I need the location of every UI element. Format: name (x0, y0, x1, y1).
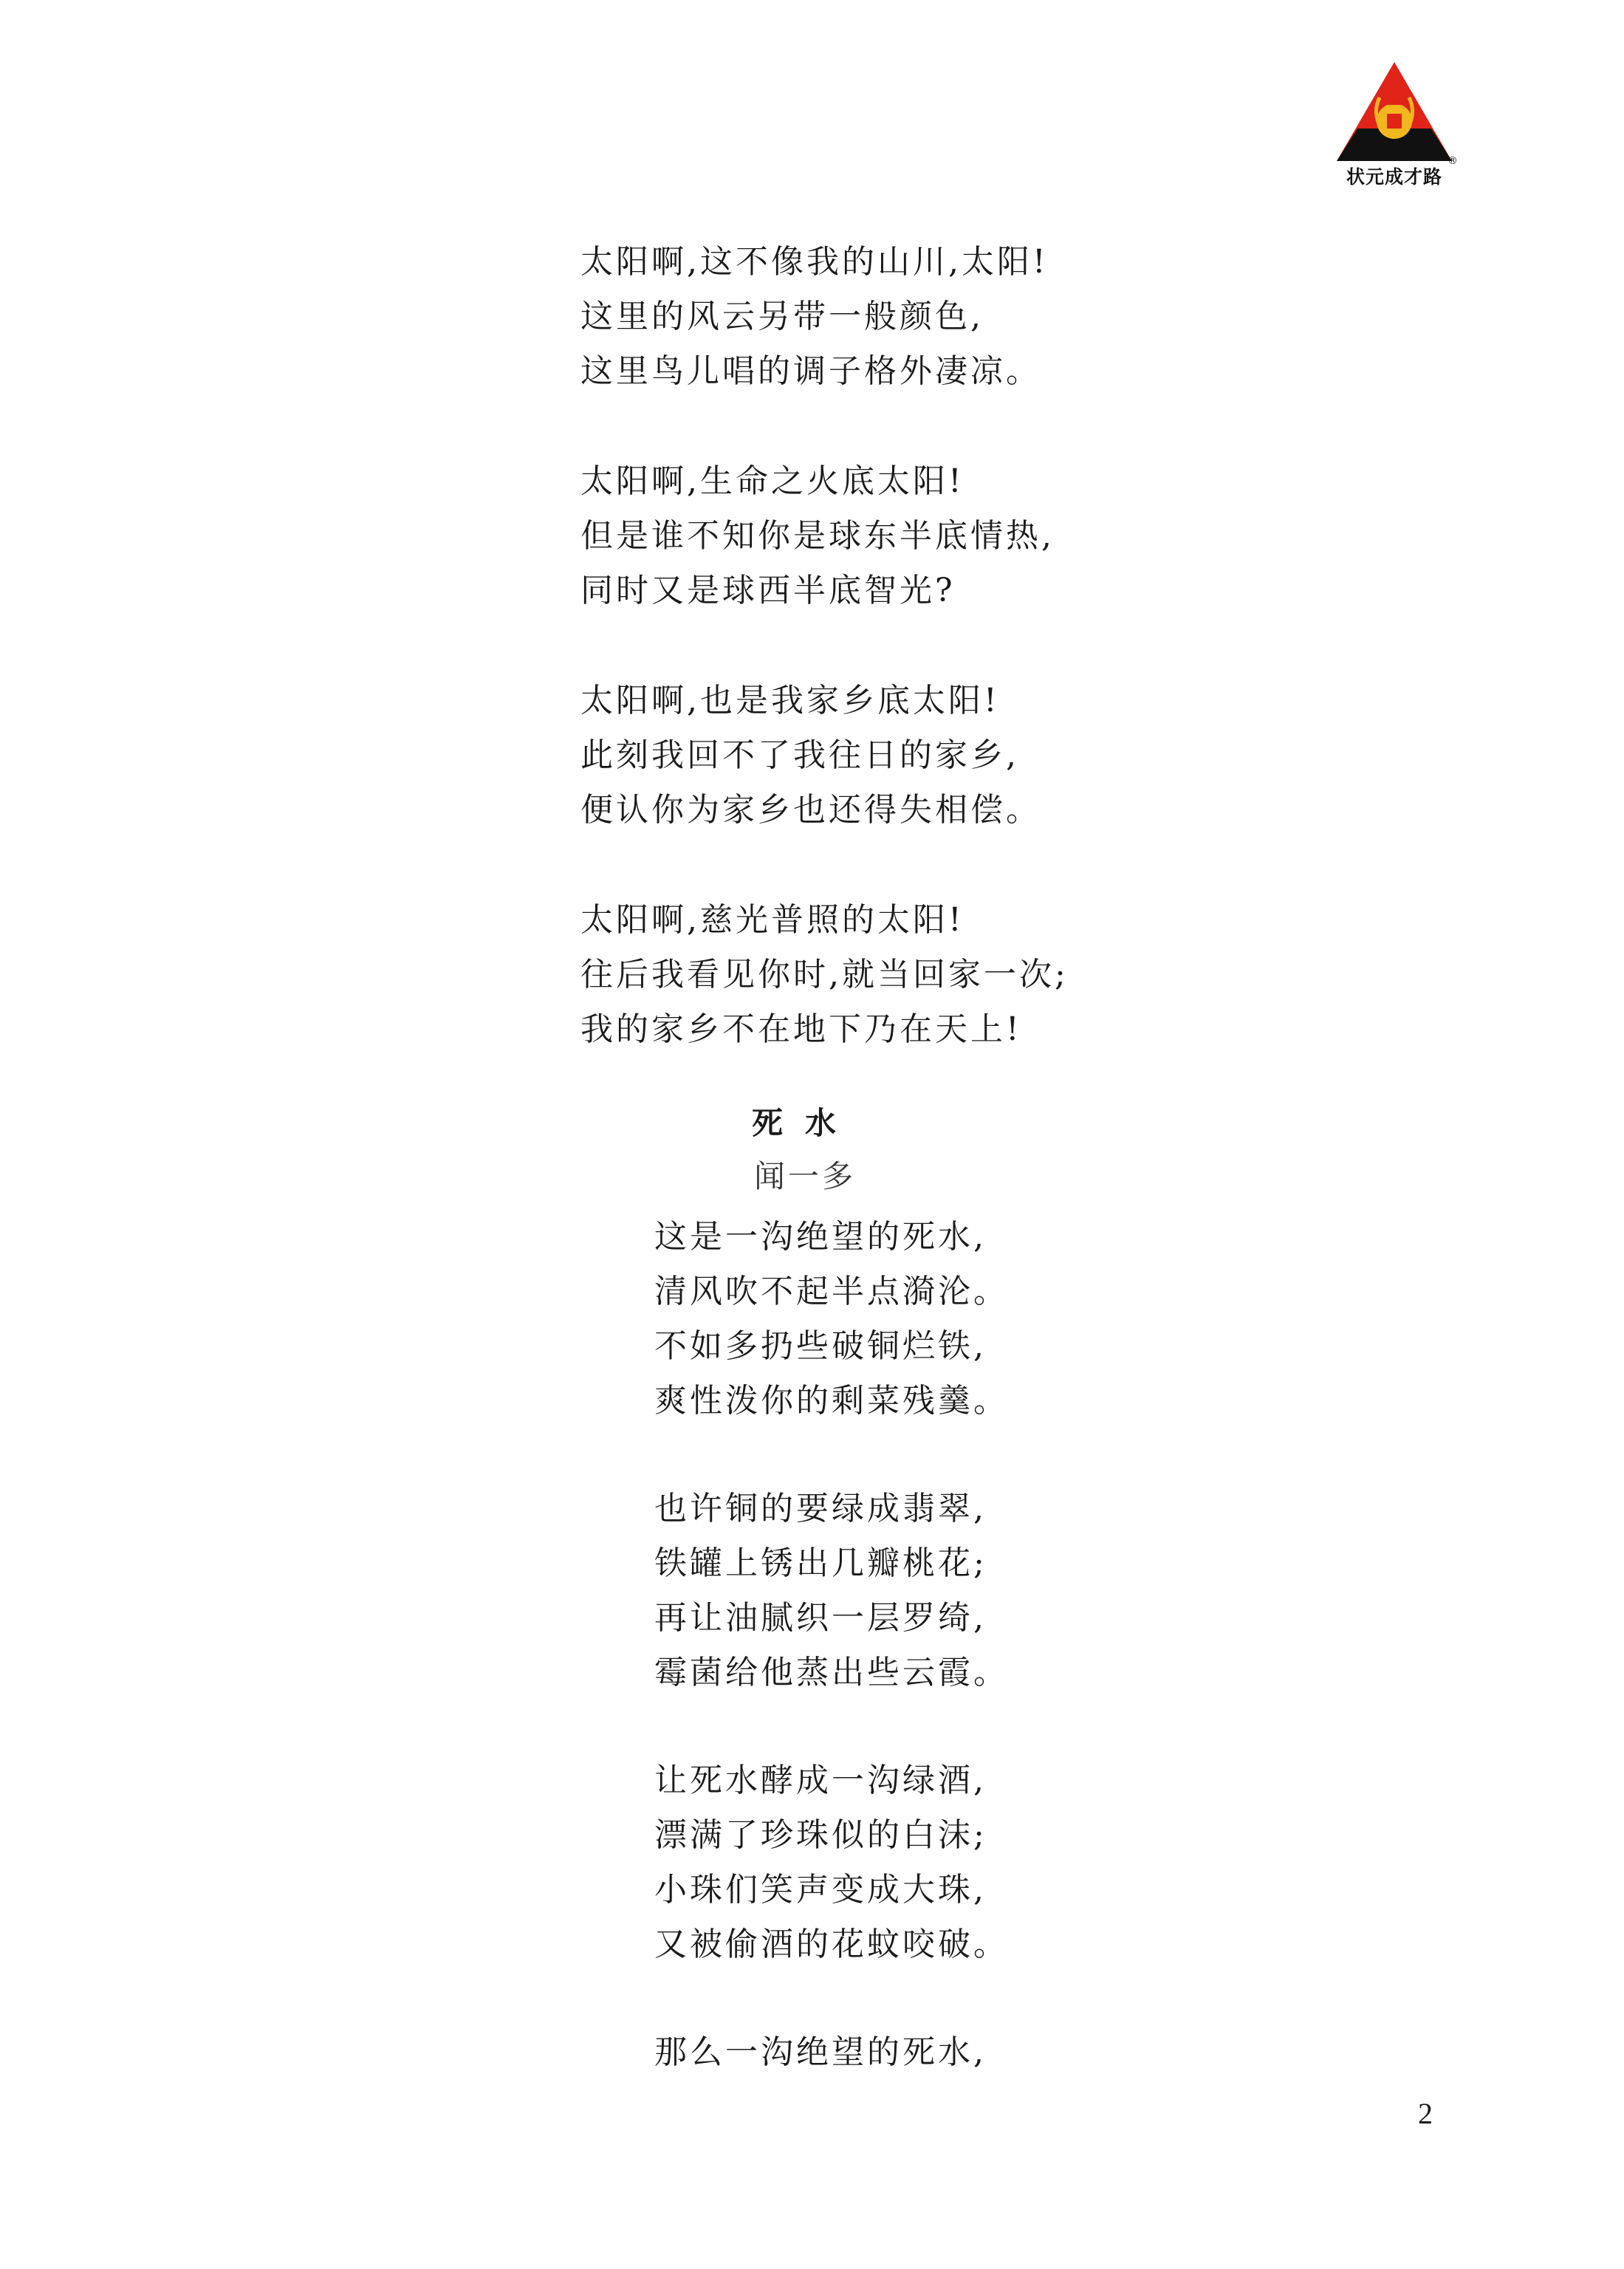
poem-dead-water (654, 1210, 1245, 2133)
poem-line: 让死水酵成一沟绿酒, (654, 1762, 987, 1799)
poem-line: 太阳啊,生命之火底太阳! (580, 462, 965, 500)
poem-line: 再让油腻织一层罗绮, (654, 1599, 987, 1637)
poem-line: 这里鸟儿唱的调子格外凄凉。 (580, 352, 1041, 390)
stanza (580, 454, 1319, 618)
poem-line: 这里的风云另带一般颜色, (580, 298, 984, 335)
poem-sun (580, 235, 1319, 1112)
poem-line: 往后我看见你时,就当回家一次; (580, 956, 1069, 993)
poem-line: 此刻我回不了我往日的家乡, (580, 736, 1019, 774)
poem-line: 但是谁不知你是球东半底情热, (580, 517, 1055, 555)
stanza (580, 235, 1319, 399)
poem-line: 便认你为家乡也还得失相偿。 (580, 791, 1041, 829)
poem-line: 那么一沟绝望的死水, (654, 2033, 987, 2071)
page-number: 2 (1418, 2097, 1433, 2130)
poem-line: 小珠们笑声变成大珠, (654, 1871, 987, 1909)
poem-line: 铁罐上锈出几瓣桃花; (654, 1544, 987, 1582)
poem-author: 闻一多 (753, 1158, 856, 1194)
stanza (654, 1210, 1245, 1428)
registered-mark: ® (1447, 155, 1458, 167)
stanza (654, 1482, 1245, 1700)
stanza (654, 1753, 1245, 1972)
poem-title: 死水 (751, 1105, 858, 1141)
poem-line: 这是一沟绝望的死水, (654, 1218, 987, 1256)
logo-text: 状元成才路 (1346, 166, 1442, 188)
poem-line: 漂满了珍珠似的白沫; (654, 1816, 987, 1854)
poem-line: 太阳啊,慈光普照的太阳! (580, 901, 965, 939)
stanza (654, 2025, 1245, 2080)
poem-line: 不如多扔些破铜烂铁, (654, 1327, 987, 1365)
stanza (580, 893, 1319, 1057)
poem-line: 我的家乡不在地下乃在天上! (580, 1010, 1022, 1048)
poem-line: 清风吹不起半点漪沦。 (654, 1273, 1009, 1310)
stanza (580, 674, 1319, 838)
poem-line: 同时又是球西半底智光? (580, 572, 956, 609)
poem-line: 又被偷酒的花蚊咬破。 (654, 1926, 1009, 1963)
poem-line: 也许铜的要绿成翡翠, (654, 1490, 987, 1527)
poem-line: 太阳啊,也是我家乡底太阳! (580, 682, 1000, 719)
poem-line: 爽性泼你的剩菜残羹。 (654, 1382, 1009, 1420)
poem-line: 霉菌给他蒸出些云霞。 (654, 1654, 1009, 1691)
publisher-logo (1335, 61, 1458, 188)
poem-line: 太阳啊,这不像我的山川,太阳! (580, 243, 1049, 281)
logo-triangle-icon (1335, 61, 1453, 164)
